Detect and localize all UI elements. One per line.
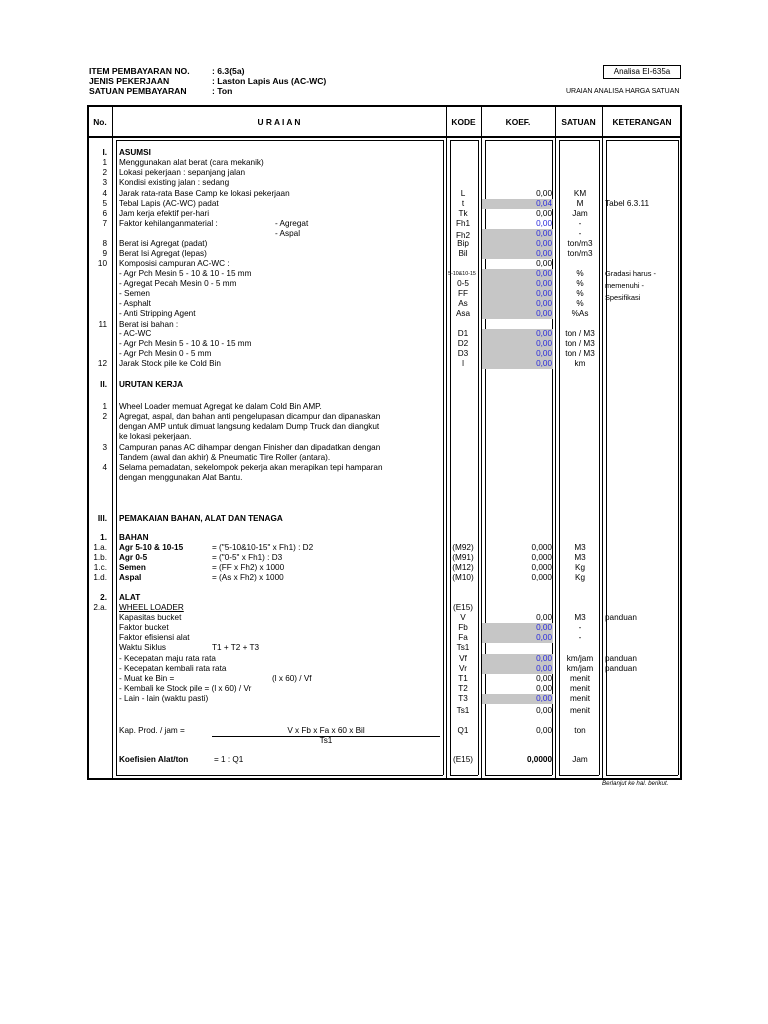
row-kode: As bbox=[458, 299, 468, 308]
table-row bbox=[0, 633, 768, 643]
row-text: dengan AMP untuk dimuat langsung kedalam Dump Truck dan diangkut bbox=[119, 422, 380, 431]
row-formula: (l x 60) / Vf bbox=[272, 674, 312, 683]
table-row bbox=[0, 463, 768, 473]
table-row bbox=[0, 269, 768, 279]
row-satuan: menit bbox=[569, 706, 591, 715]
row-text: Berat isi bahan : bbox=[119, 320, 179, 329]
table-row bbox=[0, 726, 768, 736]
table-row bbox=[0, 359, 768, 369]
row-satuan: ton / M3 bbox=[565, 349, 595, 358]
row-satuan: ton / M3 bbox=[565, 339, 595, 348]
row-no: 12 bbox=[97, 359, 107, 368]
row-koef: 0,00 bbox=[536, 339, 552, 348]
row-no: 4 bbox=[102, 189, 107, 198]
row-koef: 0,00 bbox=[536, 329, 552, 338]
row-text: Berat Isi Agregat (lepas) bbox=[119, 249, 207, 258]
table-row bbox=[0, 694, 768, 704]
row-koef: 0,00 bbox=[536, 269, 552, 278]
row-satuan: % bbox=[576, 289, 584, 298]
row-satuan: M3 bbox=[574, 613, 586, 622]
row-text: Komposisi campuran AC-WC : bbox=[119, 259, 230, 268]
kode-top-line bbox=[450, 140, 478, 141]
satuan-top-line bbox=[559, 140, 599, 141]
th-no: No. bbox=[93, 117, 107, 127]
table-row bbox=[0, 543, 768, 553]
table-row bbox=[0, 563, 768, 573]
row-satuan: M bbox=[576, 199, 584, 208]
row-satuan: ton bbox=[574, 726, 586, 735]
row-text: - Kembali ke Stock pile = (l x 60) / Vr bbox=[119, 684, 252, 693]
row-no: 1.a. bbox=[93, 543, 107, 552]
row-text: Wheel Loader memuat Agregat ke dalam Cold Bin AMP. bbox=[119, 402, 322, 411]
row-koef: 0,04 bbox=[536, 199, 552, 208]
jenis-value: : Laston Lapis Aus (AC-WC) bbox=[212, 76, 327, 86]
row-kode: T2 bbox=[458, 684, 468, 693]
row-kode: Fh1 bbox=[455, 219, 471, 228]
row-no: 2 bbox=[102, 168, 107, 177]
row-satuan: % bbox=[576, 269, 584, 278]
row-text: ke lokasi pekerjaan. bbox=[119, 432, 192, 441]
th-keterangan: KETERANGAN bbox=[612, 117, 672, 127]
row-formula: = ("5-10&10-15" x Fh1) : D2 bbox=[212, 543, 314, 552]
ket-top-line bbox=[606, 140, 678, 141]
item-label: ITEM PEMBAYARAN NO. bbox=[89, 66, 190, 76]
table-row bbox=[0, 573, 768, 583]
header-divider bbox=[87, 136, 682, 138]
row-kode: (M92) bbox=[452, 543, 474, 552]
row-satuan: - bbox=[578, 229, 582, 238]
row-satuan: km/jam bbox=[566, 664, 594, 673]
row-no: 1. bbox=[100, 533, 107, 542]
table-row bbox=[0, 643, 768, 653]
row-no: 1.b. bbox=[93, 553, 107, 562]
row-formula: = (As x Fh2) x 1000 bbox=[212, 573, 284, 582]
analisa-code-box: Analisa EI-635a bbox=[603, 65, 681, 79]
row-text: Kap. Prod. / jam = bbox=[119, 726, 185, 735]
row-koef: 0,00 bbox=[536, 189, 552, 198]
row-satuan: ton/m3 bbox=[567, 239, 593, 248]
row-satuan: Kg bbox=[574, 573, 585, 582]
row-no: 3 bbox=[102, 443, 107, 452]
row-no: 2. bbox=[100, 593, 107, 602]
section-urutan-kerja bbox=[0, 380, 768, 390]
table-row bbox=[0, 299, 768, 309]
table-row bbox=[0, 189, 768, 199]
row-no: 2 bbox=[102, 412, 107, 421]
table-row bbox=[0, 623, 768, 633]
section-title: URUTAN KERJA bbox=[119, 380, 183, 389]
row-no: 1.c. bbox=[93, 563, 107, 572]
row-text: - Kecepatan kembali rata rata bbox=[119, 664, 227, 673]
row-kode: T3 bbox=[458, 694, 468, 703]
kode-bottom-line bbox=[450, 775, 478, 776]
row-satuan: Jam bbox=[572, 209, 588, 218]
table-row bbox=[0, 402, 768, 412]
table-row bbox=[0, 259, 768, 269]
table-row bbox=[0, 654, 768, 664]
subsection-alat bbox=[0, 593, 768, 603]
section-asumsi bbox=[0, 148, 768, 158]
satuan-label: SATUAN PEMBAYARAN bbox=[89, 86, 187, 96]
row-subtext: - Aspal bbox=[275, 229, 301, 238]
row-text: Jarak rata-rata Base Camp ke lokasi pekerjaan bbox=[119, 189, 290, 198]
row-text: Tandem (awal dan akhir) & Pneumatic Tire Roller (antara). bbox=[119, 453, 331, 462]
row-koef: 0,00 bbox=[536, 726, 552, 735]
table-row bbox=[0, 473, 768, 483]
table-row bbox=[0, 249, 768, 259]
row-formula: = (FF x Fh2) x 1000 bbox=[212, 563, 285, 572]
row-text: Waktu Siklus bbox=[119, 643, 167, 652]
row-no: 1.d. bbox=[93, 573, 107, 582]
row-kode: l bbox=[462, 359, 464, 368]
row-koef: 0,000 bbox=[531, 563, 552, 572]
satuan-bottom-line bbox=[559, 775, 599, 776]
row-keterangan: panduan bbox=[605, 613, 637, 622]
row-kode: Fb bbox=[458, 623, 468, 632]
row-keterangan: panduan bbox=[605, 654, 637, 663]
row-formula: T1 + T2 + T3 bbox=[212, 643, 260, 652]
row-text: - Muat ke Bin = bbox=[119, 674, 175, 683]
row-text: - Anti Stripping Agent bbox=[119, 309, 196, 318]
row-satuan: % bbox=[576, 299, 584, 308]
row-text: Jam kerja efektif per-hari bbox=[119, 209, 210, 218]
row-text: Kondisi existing jalan : sedang bbox=[119, 178, 230, 187]
th-kode: KODE bbox=[451, 117, 476, 127]
row-kode: FF bbox=[457, 289, 468, 298]
table-row bbox=[0, 553, 768, 563]
row-koef: 0,00 bbox=[536, 674, 552, 683]
row-satuan: Kg bbox=[574, 563, 585, 572]
table-row bbox=[0, 349, 768, 359]
item-value: : 6.3(5a) bbox=[212, 66, 245, 76]
row-no: 1 bbox=[102, 402, 107, 411]
row-satuan: ton/m3 bbox=[567, 249, 593, 258]
row-kode: Asa bbox=[455, 309, 471, 318]
row-kode: Q1 bbox=[457, 726, 469, 735]
jenis-label: JENIS PEKERJAAN bbox=[89, 76, 170, 86]
continuation-note: Berlanjut ke hal. berikut. bbox=[602, 780, 669, 787]
ket-bottom-line bbox=[606, 775, 678, 776]
row-subtext: - Agregat bbox=[275, 219, 309, 228]
row-text: dengan menggunakan Alat Bantu. bbox=[119, 473, 243, 482]
row-keterangan: Tabel 6.3.11 bbox=[605, 199, 650, 208]
table-row bbox=[0, 603, 768, 613]
formula-denominator: Ts1 bbox=[319, 736, 333, 745]
row-no: 9 bbox=[102, 249, 107, 258]
formula-numerator: V x Fb x Fa x 60 x Bil bbox=[287, 726, 365, 735]
row-koef: 0,00 bbox=[536, 239, 552, 248]
row-satuan: M3 bbox=[574, 553, 586, 562]
row-koef: 0,00 bbox=[536, 684, 552, 693]
row-koef: 0,00 bbox=[536, 623, 552, 632]
row-text: Semen bbox=[119, 563, 146, 572]
row-text: - Agregat Pecah Mesin 0 - 5 mm bbox=[119, 279, 237, 288]
table-row bbox=[0, 199, 768, 209]
th-satuan: SATUAN bbox=[561, 117, 596, 127]
row-text: Menggunakan alat berat (cara mekanik) bbox=[119, 158, 264, 167]
row-koef: 0,00 bbox=[536, 309, 552, 318]
th-koef: KOEF. bbox=[505, 117, 531, 127]
section-title: ALAT bbox=[119, 593, 141, 602]
table-row bbox=[0, 329, 768, 339]
row-no: 5 bbox=[102, 199, 107, 208]
table-row bbox=[0, 443, 768, 453]
row-formula: = 1 : Q1 bbox=[214, 755, 244, 764]
row-text: Koefisien Alat/ton bbox=[119, 755, 189, 764]
row-kode: (M12) bbox=[452, 563, 474, 572]
row-koef: 0,00 bbox=[536, 249, 552, 258]
row-kode: D3 bbox=[457, 349, 469, 358]
table-row bbox=[0, 168, 768, 178]
table-row bbox=[0, 755, 768, 765]
row-koef: 0,00 bbox=[536, 654, 552, 663]
row-satuan: menit bbox=[569, 674, 591, 683]
row-koef: 0,00 bbox=[536, 706, 552, 715]
table-row bbox=[0, 289, 768, 302]
table-row bbox=[0, 339, 768, 349]
row-no: 3 bbox=[102, 178, 107, 187]
row-no: 6 bbox=[102, 209, 107, 218]
row-no: 7 bbox=[102, 219, 107, 228]
row-koef: 0,00 bbox=[536, 219, 552, 228]
row-kode: Fa bbox=[458, 633, 468, 642]
table-row bbox=[0, 453, 768, 463]
row-satuan: KM bbox=[573, 189, 587, 198]
row-kode: (M91) bbox=[452, 553, 474, 562]
row-no: II. bbox=[100, 380, 107, 389]
satuan-value: : Ton bbox=[212, 86, 233, 96]
table-row bbox=[0, 219, 768, 229]
row-satuan: M3 bbox=[574, 543, 586, 552]
row-no: 11 bbox=[98, 320, 107, 329]
row-koef: 0,00 bbox=[536, 349, 552, 358]
row-text: Campuran panas AC dihampar dengan Finisher dan dipadatkan dengan bbox=[119, 443, 381, 452]
row-koef: 0,00 bbox=[536, 209, 552, 218]
row-no: 1 bbox=[102, 158, 107, 167]
table-row bbox=[0, 239, 768, 249]
inner-top-line bbox=[116, 140, 443, 141]
row-satuan: Jam bbox=[572, 755, 588, 764]
row-koef: 0,00 bbox=[536, 359, 552, 368]
row-koef: 0,00 bbox=[536, 613, 552, 622]
row-kode: Vf bbox=[459, 654, 467, 663]
koef-top-line bbox=[485, 140, 552, 141]
row-kode: Fh2 bbox=[455, 231, 471, 240]
table-row bbox=[0, 309, 768, 319]
table-row bbox=[0, 158, 768, 168]
row-no: 4 bbox=[102, 463, 107, 472]
row-text: Berat isi Agregat (padat) bbox=[119, 239, 208, 248]
row-no: 2.a. bbox=[93, 603, 107, 612]
row-koef: 0,00 bbox=[536, 299, 552, 308]
th-uraian: U R A I A N bbox=[257, 117, 301, 127]
row-koef: 0,000 bbox=[531, 573, 552, 582]
row-text: Faktor bucket bbox=[119, 623, 169, 632]
row-kode: (M10) bbox=[452, 573, 474, 582]
row-satuan: - bbox=[578, 623, 582, 632]
table-row bbox=[0, 412, 768, 422]
row-kode: (E15) bbox=[452, 755, 474, 764]
table-row bbox=[0, 706, 768, 716]
row-koef: 0,0000 bbox=[526, 755, 552, 764]
row-no: III. bbox=[97, 514, 107, 523]
row-text: Agr 5-10 & 10-15 bbox=[119, 543, 184, 552]
row-keterangan: Spesifikasi bbox=[605, 293, 641, 302]
table-row bbox=[0, 613, 768, 623]
row-text: - Agr Pch Mesin 5 - 10 & 10 - 15 mm bbox=[119, 339, 252, 348]
row-keterangan: memenuhi - bbox=[605, 281, 645, 290]
row-kode: D2 bbox=[457, 339, 469, 348]
row-satuan: % bbox=[576, 279, 584, 288]
row-satuan: ton / M3 bbox=[565, 329, 595, 338]
row-no: 8 bbox=[102, 239, 107, 248]
row-kode: Vr bbox=[459, 664, 467, 673]
section-pemakaian bbox=[0, 514, 768, 524]
row-kode: Bip bbox=[457, 239, 469, 248]
section-title: BAHAN bbox=[119, 533, 149, 542]
row-satuan: - bbox=[578, 633, 582, 642]
row-kode: Ts1 bbox=[456, 643, 470, 652]
row-kode: 0-5 bbox=[457, 279, 469, 288]
row-koef: 0,00 bbox=[536, 694, 552, 703]
row-koef: 0,00 bbox=[536, 289, 552, 298]
row-text: WHEEL LOADER bbox=[119, 603, 184, 612]
row-no: 10 bbox=[97, 259, 107, 268]
table-row bbox=[0, 664, 768, 674]
table-row bbox=[0, 432, 768, 442]
row-koef: 0,00 bbox=[536, 279, 552, 288]
row-koef: 0,00 bbox=[536, 633, 552, 642]
row-koef: 0,00 bbox=[536, 664, 552, 673]
row-text: - Asphalt bbox=[119, 299, 151, 308]
row-keterangan: panduan bbox=[605, 664, 637, 673]
row-satuan: menit bbox=[569, 694, 591, 703]
row-text: - AC-WC bbox=[119, 329, 152, 338]
row-kode: V bbox=[460, 613, 466, 622]
row-text: - Agr Pch Mesin 5 - 10 & 10 - 15 mm bbox=[119, 269, 252, 278]
table-row bbox=[0, 684, 768, 694]
row-kode: Tk bbox=[458, 209, 468, 218]
row-kode: Ts1 bbox=[456, 706, 470, 715]
table-row bbox=[0, 209, 768, 219]
row-text: Faktor kehilanganmaterial : bbox=[119, 219, 218, 228]
inner-bottom-line bbox=[116, 775, 443, 776]
row-kode: D1 bbox=[457, 329, 469, 338]
row-text: - Lain - lain (waktu pasti) bbox=[119, 694, 209, 703]
row-text: - Agr Pch Mesin 0 - 5 mm bbox=[119, 349, 212, 358]
row-kode: T1 bbox=[458, 674, 468, 683]
row-satuan: menit bbox=[569, 684, 591, 693]
row-satuan: - bbox=[578, 219, 582, 228]
row-text: Tebal Lapis (AC-WC) padat bbox=[119, 199, 219, 208]
row-text: Jarak Stock pile ke Cold Bin bbox=[119, 359, 221, 368]
row-text: Agr 0-5 bbox=[119, 553, 148, 562]
row-koef: 0,000 bbox=[531, 543, 552, 552]
row-text: Faktor efisiensi alat bbox=[119, 633, 190, 642]
table-row bbox=[0, 279, 768, 289]
row-kode: t bbox=[461, 199, 465, 208]
row-satuan: %As bbox=[571, 309, 589, 318]
row-koef: 0,000 bbox=[531, 553, 552, 562]
row-keterangan: Gradasi harus - bbox=[605, 269, 656, 278]
table-row bbox=[0, 674, 768, 684]
row-text: Lokasi pekerjaan : sepanjang jalan bbox=[119, 168, 246, 177]
row-text: Agregat, aspal, dan bahan anti pengelupasan dicampur dan dipanaskan bbox=[119, 412, 381, 421]
row-no: I. bbox=[102, 148, 107, 157]
row-kode: Bil bbox=[458, 249, 468, 258]
table-row bbox=[0, 178, 768, 188]
row-text: Selama pemadatan, sekelompok pekerja akan merapikan tepi hamparan bbox=[119, 463, 383, 472]
section-title: PEMAKAIAN BAHAN, ALAT DAN TENAGA bbox=[119, 514, 283, 523]
row-koef: 0,00 bbox=[536, 229, 552, 238]
row-text: Aspal bbox=[119, 573, 142, 582]
uraian-analisa-title: URAIAN ANALISA HARGA SATUAN bbox=[566, 88, 680, 95]
koef-bottom-line bbox=[485, 775, 552, 776]
row-kode: L bbox=[460, 189, 466, 198]
subsection-bahan bbox=[0, 533, 768, 543]
row-text: - Semen bbox=[119, 289, 150, 298]
table-row bbox=[0, 736, 768, 746]
row-text: - Kecepatan maju rata rata bbox=[119, 654, 216, 663]
row-kode: (E15) bbox=[452, 603, 474, 612]
row-formula: = ("0-5" x Fh1) : D3 bbox=[212, 553, 283, 562]
row-koef: 0,00 bbox=[536, 259, 552, 268]
table-row bbox=[0, 229, 768, 239]
section-title: ASUMSI bbox=[119, 148, 151, 157]
table-row bbox=[0, 422, 768, 432]
row-satuan: km/jam bbox=[566, 654, 594, 663]
row-text: Kapasitas bucket bbox=[119, 613, 182, 622]
row-kode: 5-10&10-15 bbox=[448, 271, 476, 277]
row-satuan: km bbox=[574, 359, 586, 368]
